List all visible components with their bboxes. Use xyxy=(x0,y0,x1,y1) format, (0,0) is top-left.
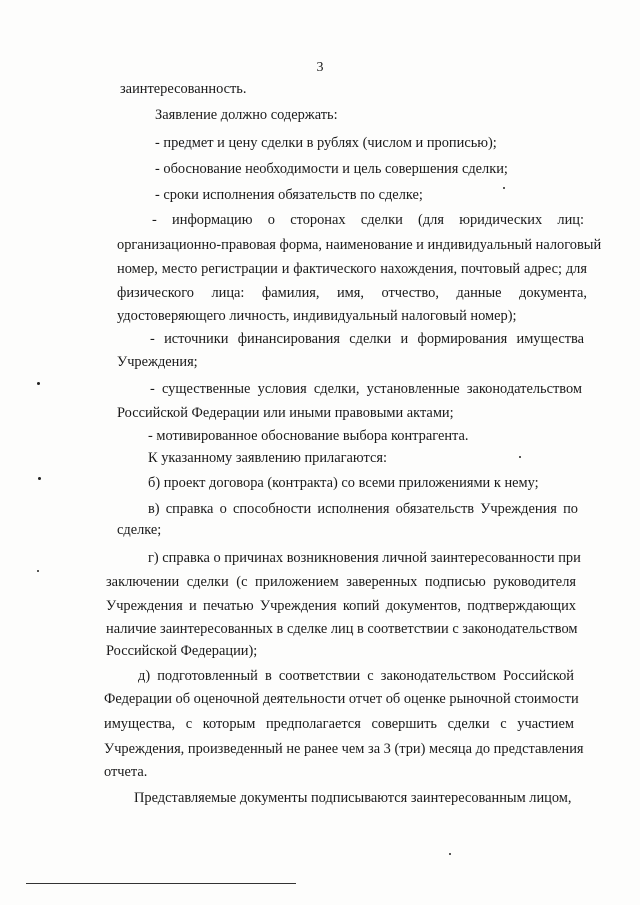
text-line: сделке; xyxy=(117,522,162,538)
page-number: 3 xyxy=(316,60,324,75)
text-line: Российской Федерации или иными правовыми актами; xyxy=(117,405,454,421)
list-item: - мотивированное обоснование выбора контрагента. xyxy=(148,428,469,444)
list-item: г) справка о причинах возникновения личной заинтересованности при xyxy=(148,550,581,566)
scan-speck xyxy=(449,853,451,855)
list-item: - предмет и цену сделки в рублях (числом и прописью); xyxy=(155,135,497,151)
text-line: заключении сделки (с приложением заверенных подписью руководителя xyxy=(106,574,576,590)
scan-speck xyxy=(503,187,505,189)
text-line: удостоверяющего личность, индивидуальный налоговый номер); xyxy=(117,308,517,324)
text-line: организационно-правовая форма, наименование и индивидуальный налоговый xyxy=(117,237,602,253)
list-item: - источники финансирования сделки и формирования имущества xyxy=(150,331,584,347)
scan-speck xyxy=(37,382,40,385)
list-item: - информацию о сторонах сделки (для юридических лиц: xyxy=(152,212,584,228)
list-item: - обоснование необходимости и цель совершения сделки; xyxy=(155,161,508,177)
text-line: наличие заинтересованных в сделке лиц в соответствии с законодательством xyxy=(106,621,578,637)
list-item: д) подготовленный в соответствии с законодательством Российской xyxy=(138,668,574,684)
scan-speck xyxy=(38,477,41,480)
text-line: номер, место регистрации и фактического нахождения, почтовый адрес; для xyxy=(117,261,587,277)
list-item: - сроки исполнения обязательств по сделке; xyxy=(155,187,423,203)
text-line: Учреждения; xyxy=(117,354,198,370)
list-item: б) проект договора (контракта) со всеми приложениями к нему; xyxy=(148,475,539,491)
list-item: в) справка о способности исполнения обязательств Учреждения по xyxy=(148,501,578,517)
scan-speck xyxy=(519,456,521,458)
text-line: Учреждения, произведенный не ранее чем за 3 (три) месяца до представления xyxy=(104,741,584,757)
text-line: отчета. xyxy=(104,764,148,780)
text-line: Учреждения и печатью Учреждения копий документов, подтверждающих xyxy=(106,598,576,614)
text-line: Заявление должно содержать: xyxy=(155,107,338,123)
scan-speck xyxy=(37,570,39,572)
text-line: К указанному заявлению прилагаются: xyxy=(148,450,387,466)
list-item: - существенные условия сделки, установленные законодательством xyxy=(150,381,582,397)
text-line: физического лица: фамилия, имя, отчество, данные документа, xyxy=(117,285,587,301)
text-line: Российской Федерации); xyxy=(106,643,258,659)
text-line: Федерации об оценочной деятельности отчет об оценке рыночной стоимости xyxy=(104,691,579,707)
footnote-rule xyxy=(26,883,296,884)
text-line: имущества, с которым предполагается совершить сделки с участием xyxy=(104,716,574,732)
text-line: заинтересованность. xyxy=(120,81,247,97)
text-line: Представляемые документы подписываются заинтересованным лицом, xyxy=(134,790,572,806)
